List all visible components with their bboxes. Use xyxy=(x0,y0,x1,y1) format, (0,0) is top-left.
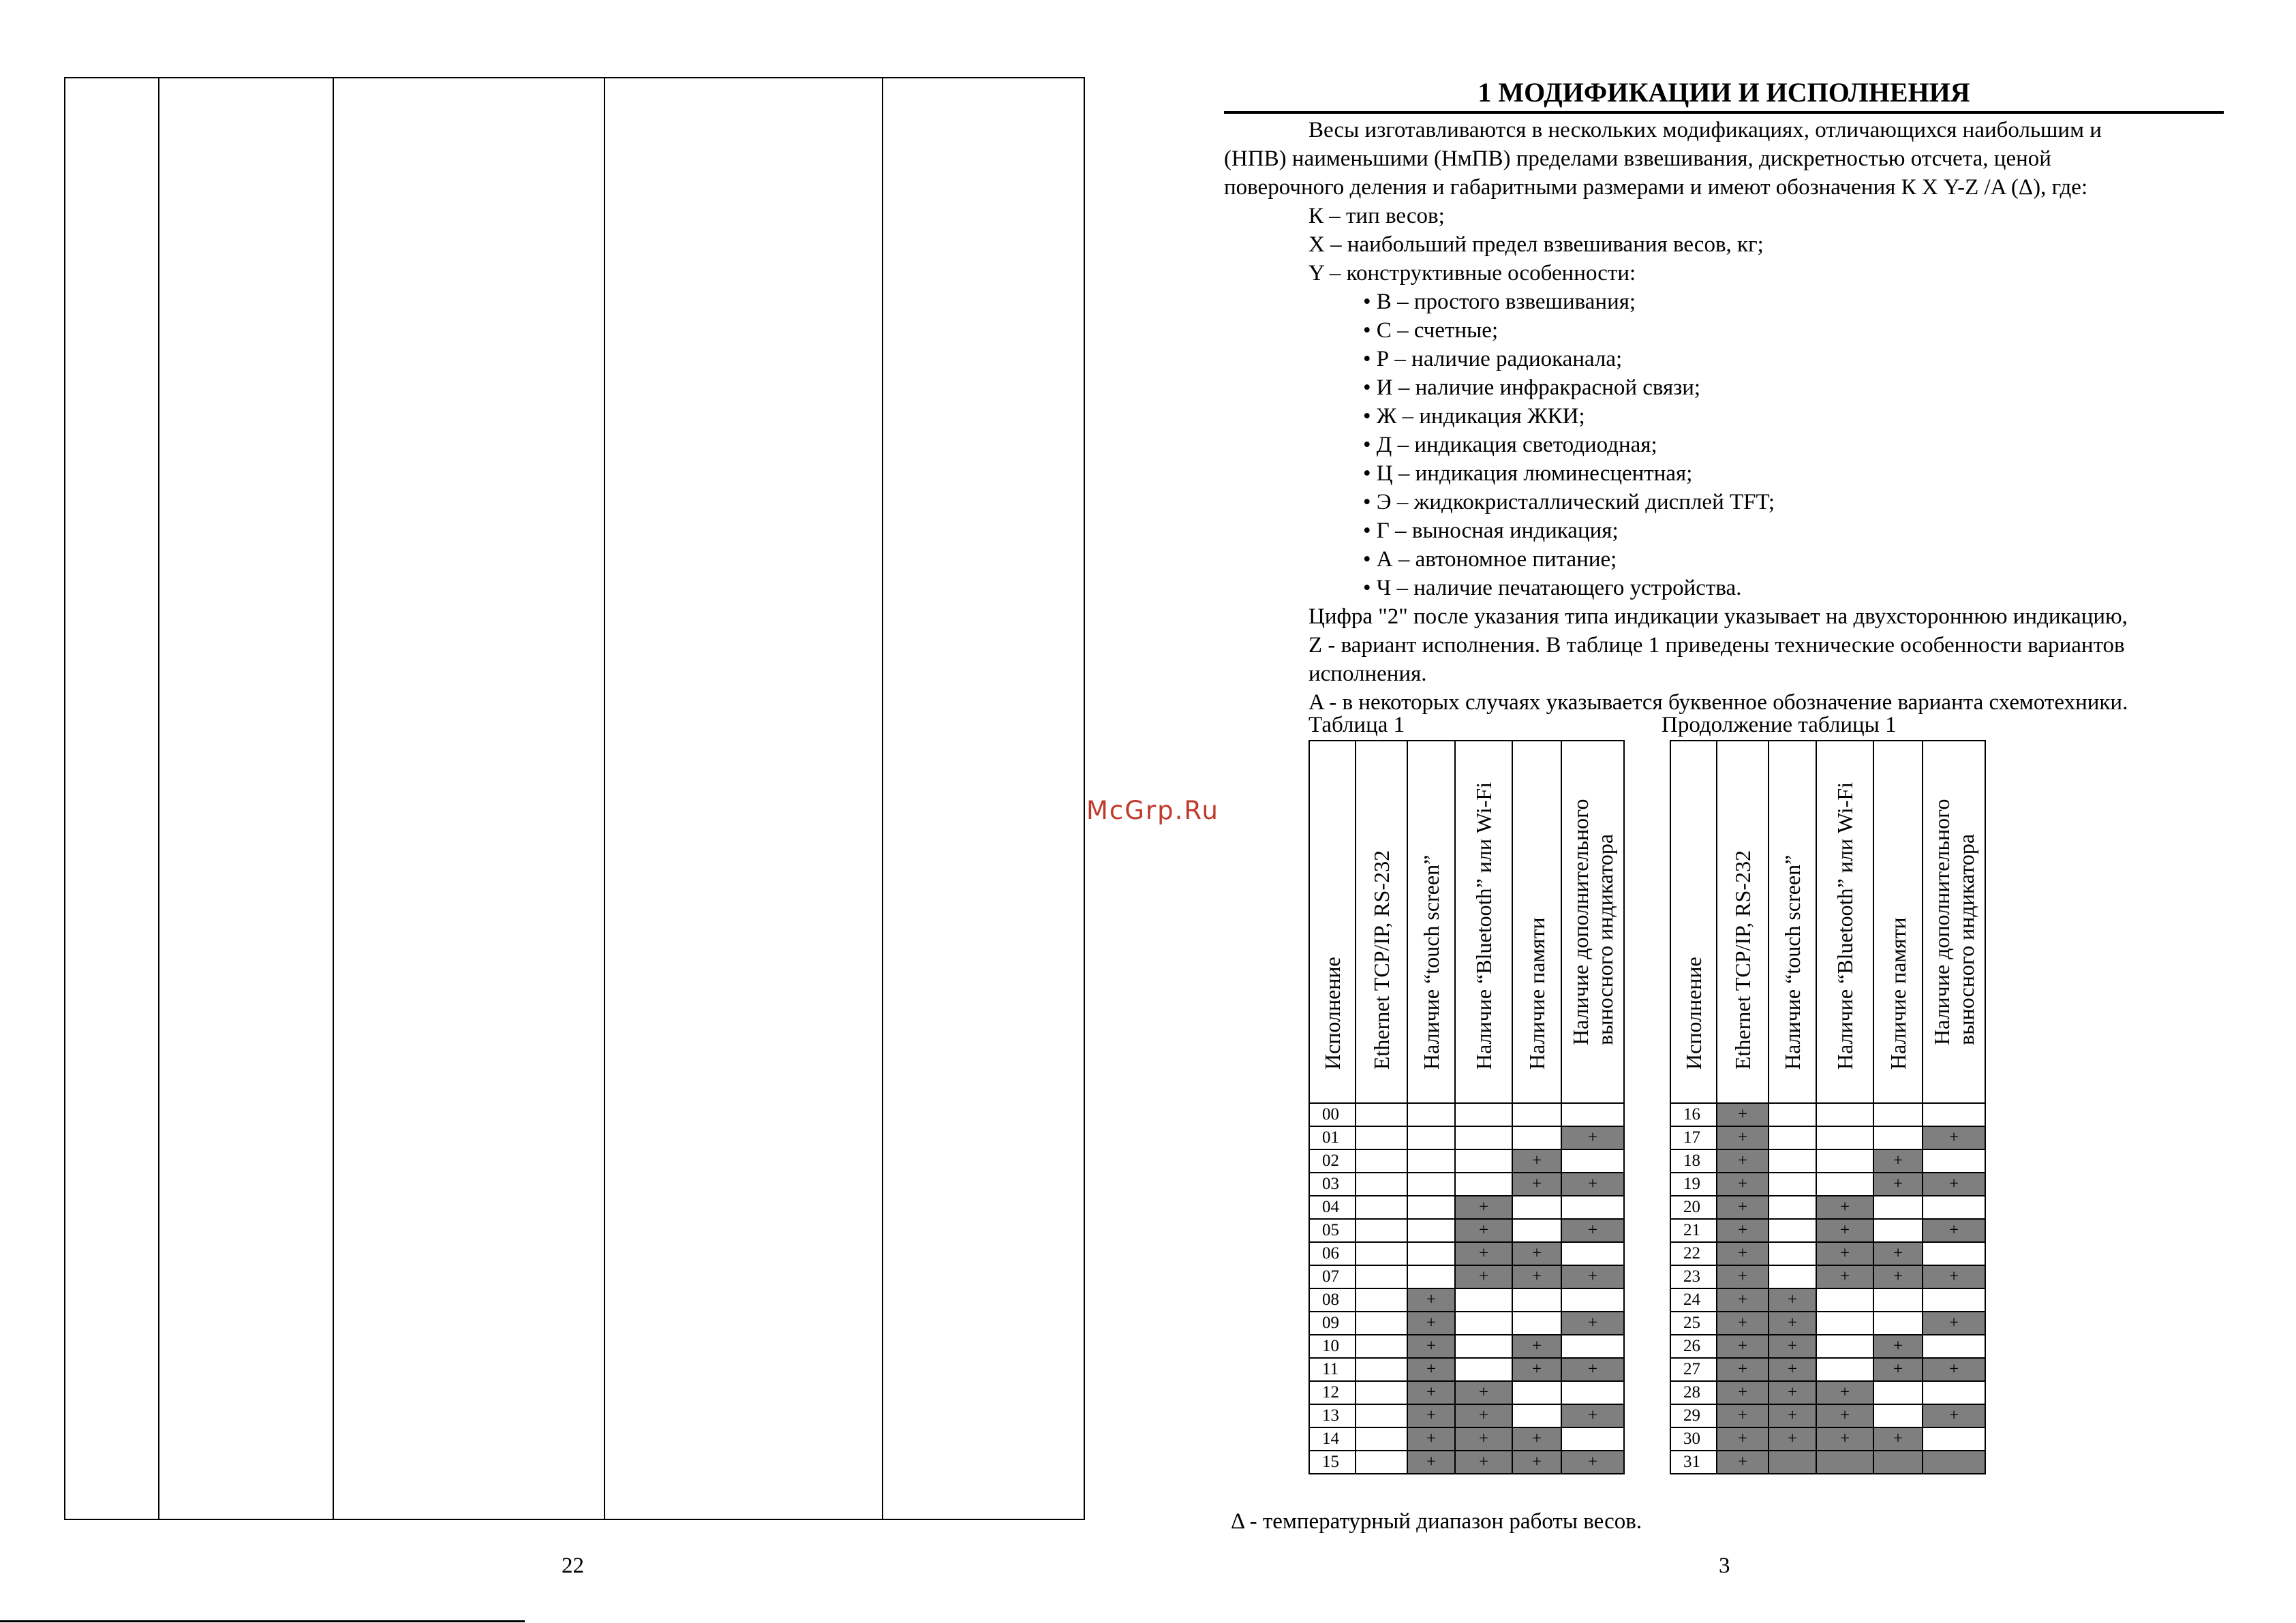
column-header xyxy=(1309,741,1356,1103)
empty-cell xyxy=(1512,1103,1561,1126)
feature-present-cell: + xyxy=(1873,1358,1923,1381)
empty-cell xyxy=(1873,1288,1923,1312)
empty-cell xyxy=(1455,1335,1512,1358)
table-column-divider xyxy=(158,78,159,1519)
feature-present-cell: + xyxy=(1717,1219,1769,1242)
bottom-rule xyxy=(0,1620,525,1622)
variant-number: 04 xyxy=(1309,1196,1356,1219)
table-row xyxy=(1670,1358,1985,1381)
empty-cell xyxy=(1512,1381,1561,1404)
column-header xyxy=(1561,741,1624,1103)
empty-cell xyxy=(1561,1103,1624,1126)
bullet-item: • И – наличие инфракрасной связи; xyxy=(1363,375,1701,400)
feature-present-cell: + xyxy=(1717,1196,1769,1219)
empty-cell xyxy=(1455,1288,1512,1312)
feature-present-cell: + xyxy=(1873,1173,1923,1196)
variant-number: 26 xyxy=(1670,1335,1717,1358)
feature-present-cell: + xyxy=(1717,1335,1769,1358)
feature-present-cell: + xyxy=(1717,1381,1769,1404)
table-column-divider xyxy=(882,78,883,1519)
feature-present-cell: + xyxy=(1561,1312,1624,1335)
column-header-label: Исполнение xyxy=(1320,957,1345,1070)
empty-cell xyxy=(1407,1196,1455,1219)
empty-cell xyxy=(1816,1288,1873,1312)
feature-present-cell: + xyxy=(1455,1451,1512,1474)
variant-number: 13 xyxy=(1309,1404,1356,1427)
title-underline xyxy=(1224,111,2224,114)
empty-cell xyxy=(1816,1149,1873,1173)
table-row xyxy=(1670,1173,1985,1196)
empty-cell xyxy=(1769,1219,1816,1242)
feature-present-cell: + xyxy=(1561,1219,1624,1242)
empty-cell xyxy=(1561,1242,1624,1265)
feature-present-cell: + xyxy=(1407,1404,1455,1427)
empty-cell xyxy=(1769,1196,1816,1219)
empty-cell xyxy=(1923,1427,1985,1451)
feature-present-cell: + xyxy=(1455,1381,1512,1404)
feature-present-cell: + xyxy=(1717,1149,1769,1173)
feature-present-cell: + xyxy=(1455,1265,1512,1288)
empty-cell xyxy=(1356,1196,1407,1219)
table-row xyxy=(1670,1219,1985,1242)
feature-present-cell: + xyxy=(1512,1149,1561,1173)
page-number-left: 22 xyxy=(562,1554,584,1578)
variant-number: 27 xyxy=(1670,1358,1717,1381)
intro-paragraph xyxy=(1224,116,2102,202)
empty-cell xyxy=(1407,1149,1455,1173)
variant-number: 09 xyxy=(1309,1312,1356,1335)
table-body xyxy=(1309,1103,1624,1474)
feature-present-cell: + xyxy=(1816,1219,1873,1242)
variant-number: 10 xyxy=(1309,1335,1356,1358)
bullet-item: • В – простого взвешивания; xyxy=(1363,290,1636,314)
feature-present-cell: + xyxy=(1769,1427,1816,1451)
empty-cell xyxy=(1873,1219,1923,1242)
empty-cell xyxy=(1816,1126,1873,1149)
empty-cell xyxy=(1512,1312,1561,1335)
table-row xyxy=(1670,1381,1985,1404)
variant-number: 00 xyxy=(1309,1103,1356,1126)
feature-present-cell: + xyxy=(1923,1404,1985,1427)
feature-present-cell: + xyxy=(1407,1427,1455,1451)
feature-present-cell: + xyxy=(1561,1126,1624,1149)
empty-cell xyxy=(1455,1126,1512,1149)
table-row xyxy=(1309,1196,1624,1219)
empty-cell xyxy=(1356,1404,1407,1427)
variant-number: 23 xyxy=(1670,1265,1717,1288)
variant-number: 29 xyxy=(1670,1404,1717,1427)
table-row xyxy=(1670,1126,1985,1149)
column-header-label: Наличие “Bluetooth” или Wi-Fi xyxy=(1471,782,1496,1070)
feature-present-cell: + xyxy=(1561,1451,1624,1474)
table-row xyxy=(1309,1103,1624,1126)
intro-line: (НПВ) наименьшими (НмПВ) пределами взвешивания, дискретностью отсчета, ценой xyxy=(1224,146,2051,171)
empty-cell xyxy=(1769,1149,1816,1173)
column-header xyxy=(1769,741,1816,1103)
variant-number: 31 xyxy=(1670,1451,1717,1474)
section-title: 1 МОДИФИКАЦИИ И ИСПОЛНЕНИЯ xyxy=(1478,77,1970,108)
variant-number: 01 xyxy=(1309,1126,1356,1149)
feature-present-cell: + xyxy=(1717,1451,1769,1474)
variant-number: 22 xyxy=(1670,1242,1717,1265)
feature-present-cell: + xyxy=(1717,1288,1769,1312)
feature-present-cell: + xyxy=(1816,1404,1873,1427)
table-header-row xyxy=(1670,741,1985,1103)
feature-present-cell: + xyxy=(1816,1242,1873,1265)
column-header-label: Наличие памяти xyxy=(1886,917,1910,1070)
column-header xyxy=(1407,741,1455,1103)
table-row xyxy=(1309,1427,1624,1451)
empty-cell xyxy=(1512,1219,1561,1242)
variant-number: 03 xyxy=(1309,1173,1356,1196)
table-row xyxy=(1670,1265,1985,1288)
feature-present-cell: + xyxy=(1512,1265,1561,1288)
table-row xyxy=(1309,1381,1624,1404)
column-header-label: Наличие дополнительного выносного индикатора xyxy=(1568,799,1617,1045)
variant-number: 14 xyxy=(1309,1427,1356,1451)
empty-cell xyxy=(1455,1173,1512,1196)
feature-present-cell: + xyxy=(1407,1381,1455,1404)
empty-cell xyxy=(1356,1451,1407,1474)
variant-number: 12 xyxy=(1309,1381,1356,1404)
after-line: Цифра "2" после указания типа индикации указывает на двухстороннюю индикацию, xyxy=(1308,604,2128,629)
empty-cell xyxy=(1356,1126,1407,1149)
table-row xyxy=(1309,1173,1624,1196)
table-row xyxy=(1309,1288,1624,1312)
variant-number: 07 xyxy=(1309,1265,1356,1288)
empty-cell xyxy=(1873,1196,1923,1219)
empty-cell xyxy=(1407,1242,1455,1265)
table-1-continued xyxy=(1670,740,1986,1474)
empty-cell xyxy=(1356,1381,1407,1404)
empty-cell xyxy=(1512,1288,1561,1312)
feature-present-cell: + xyxy=(1512,1427,1561,1451)
feature-present-cell: + xyxy=(1407,1451,1455,1474)
empty-cell xyxy=(1455,1103,1512,1126)
table-row xyxy=(1670,1103,1985,1126)
after-line: Z - вариант исполнения. В таблице 1 приведены технические особенности вариантов xyxy=(1308,633,2125,658)
bullet-item: • Ц – индикация люминесцентная; xyxy=(1363,461,1693,486)
variant-number: 16 xyxy=(1670,1103,1717,1126)
empty-cell xyxy=(1356,1219,1407,1242)
shaded-cell xyxy=(1816,1451,1873,1474)
empty-cell xyxy=(1561,1288,1624,1312)
variant-number: 17 xyxy=(1670,1126,1717,1149)
empty-cell xyxy=(1455,1312,1512,1335)
empty-cell xyxy=(1356,1149,1407,1173)
empty-cell xyxy=(1816,1173,1873,1196)
feature-present-cell: + xyxy=(1923,1126,1985,1149)
feature-present-cell: + xyxy=(1816,1196,1873,1219)
empty-cell xyxy=(1356,1103,1407,1126)
bullet-item: • Э – жидкокристаллический дисплей TFT; xyxy=(1363,490,1775,514)
empty-cell xyxy=(1356,1288,1407,1312)
feature-present-cell: + xyxy=(1717,1404,1769,1427)
table-column-divider xyxy=(333,78,334,1519)
feature-present-cell: + xyxy=(1717,1427,1769,1451)
feature-present-cell: + xyxy=(1873,1335,1923,1358)
empty-cell xyxy=(1407,1265,1455,1288)
table-column-divider xyxy=(604,78,605,1519)
empty-cell xyxy=(1923,1288,1985,1312)
column-header-label: Наличие “Bluetooth” или Wi-Fi xyxy=(1833,782,1857,1070)
empty-cell xyxy=(1561,1335,1624,1358)
empty-cell xyxy=(1356,1242,1407,1265)
bullet-item: • А – автономное питание; xyxy=(1363,547,1617,572)
variant-number: 18 xyxy=(1670,1149,1717,1173)
page-number-right: 3 xyxy=(1719,1554,1730,1578)
feature-present-cell: + xyxy=(1407,1358,1455,1381)
definition-item: К – тип весов; xyxy=(1308,204,1445,228)
empty-cell xyxy=(1561,1381,1624,1404)
feature-present-cell: + xyxy=(1561,1404,1624,1427)
empty-cell xyxy=(1769,1103,1816,1126)
column-header xyxy=(1923,741,1985,1103)
empty-cell xyxy=(1769,1242,1816,1265)
blank-table-left-page xyxy=(64,77,1085,1520)
variant-number: 21 xyxy=(1670,1219,1717,1242)
empty-cell xyxy=(1561,1196,1624,1219)
shaded-cell xyxy=(1923,1451,1985,1474)
table-row xyxy=(1670,1335,1985,1358)
empty-cell xyxy=(1561,1149,1624,1173)
empty-cell xyxy=(1873,1381,1923,1404)
column-header xyxy=(1455,741,1512,1103)
feature-present-cell: + xyxy=(1769,1288,1816,1312)
watermark: McGrp.Ru xyxy=(1086,796,1219,825)
empty-cell xyxy=(1923,1103,1985,1126)
empty-cell xyxy=(1769,1126,1816,1149)
feature-present-cell: + xyxy=(1816,1381,1873,1404)
column-header xyxy=(1816,741,1873,1103)
column-header xyxy=(1512,741,1561,1103)
empty-cell xyxy=(1923,1335,1985,1358)
feature-present-cell: + xyxy=(1923,1312,1985,1335)
empty-cell xyxy=(1407,1103,1455,1126)
definitions-list xyxy=(1308,202,1764,288)
empty-cell xyxy=(1873,1126,1923,1149)
table-body xyxy=(1670,1103,1985,1474)
variant-number: 24 xyxy=(1670,1288,1717,1312)
empty-cell xyxy=(1873,1312,1923,1335)
table-row xyxy=(1670,1427,1985,1451)
variant-number: 20 xyxy=(1670,1196,1717,1219)
column-header-label: Наличие “touch screen” xyxy=(1780,854,1805,1070)
after-line: A - в некоторых случаях указывается буквенное обозначение варианта схемотехники. xyxy=(1308,690,2128,715)
feature-present-cell: + xyxy=(1561,1358,1624,1381)
table-row xyxy=(1670,1149,1985,1173)
feature-present-cell: + xyxy=(1769,1381,1816,1404)
empty-cell xyxy=(1561,1427,1624,1451)
variant-number: 05 xyxy=(1309,1219,1356,1242)
feature-present-cell: + xyxy=(1455,1219,1512,1242)
bullet-item: • С – счетные; xyxy=(1363,318,1499,343)
feature-present-cell: + xyxy=(1717,1265,1769,1288)
empty-cell xyxy=(1923,1242,1985,1265)
bullet-item: • Ж – индикация ЖКИ; xyxy=(1363,404,1585,429)
feature-present-cell: + xyxy=(1717,1242,1769,1265)
bullet-item: • Ч – наличие печатающего устройства. xyxy=(1363,576,1742,600)
variant-number: 19 xyxy=(1670,1173,1717,1196)
feature-present-cell: + xyxy=(1873,1427,1923,1451)
shaded-cell xyxy=(1873,1451,1923,1474)
empty-cell xyxy=(1769,1173,1816,1196)
empty-cell xyxy=(1512,1196,1561,1219)
feature-present-cell: + xyxy=(1455,1427,1512,1451)
table2-caption: Продолжение таблицы 1 xyxy=(1662,713,1897,737)
feature-present-cell: + xyxy=(1407,1288,1455,1312)
intro-line: Весы изготавливаются в нескольких модификациях, отличающихся наибольшим и xyxy=(1308,118,2102,142)
feature-present-cell: + xyxy=(1769,1312,1816,1335)
feature-present-cell: + xyxy=(1923,1265,1985,1288)
feature-present-cell: + xyxy=(1923,1358,1985,1381)
empty-cell xyxy=(1816,1335,1873,1358)
table-row xyxy=(1309,1219,1624,1242)
feature-present-cell: + xyxy=(1561,1173,1624,1196)
empty-cell xyxy=(1455,1358,1512,1381)
feature-present-cell: + xyxy=(1512,1335,1561,1358)
feature-present-cell: + xyxy=(1923,1219,1985,1242)
empty-cell xyxy=(1512,1404,1561,1427)
variant-number: 08 xyxy=(1309,1288,1356,1312)
empty-cell xyxy=(1356,1173,1407,1196)
empty-cell xyxy=(1923,1381,1985,1404)
feature-present-cell: + xyxy=(1816,1265,1873,1288)
variant-number: 30 xyxy=(1670,1427,1717,1451)
shaded-cell xyxy=(1769,1451,1816,1474)
variant-number: 11 xyxy=(1309,1358,1356,1381)
table-row xyxy=(1309,1126,1624,1149)
feature-present-cell: + xyxy=(1769,1335,1816,1358)
variant-number: 28 xyxy=(1670,1381,1717,1404)
table-row xyxy=(1309,1149,1624,1173)
feature-present-cell: + xyxy=(1455,1404,1512,1427)
bullet-list xyxy=(1363,288,1775,602)
table-header-row xyxy=(1309,741,1624,1103)
column-header xyxy=(1873,741,1923,1103)
table1-caption: Таблица 1 xyxy=(1308,713,1405,737)
footnote: Δ - температурный диапазон работы весов. xyxy=(1231,1509,1642,1534)
bullet-item: • Д – индикация светодиодная; xyxy=(1363,433,1657,457)
table-row xyxy=(1670,1196,1985,1219)
feature-present-cell: + xyxy=(1455,1242,1512,1265)
feature-present-cell: + xyxy=(1455,1196,1512,1219)
intro-line: поверочного деления и габаритными размерами и имеют обозначения К Х Y-Z /A (Δ), где: xyxy=(1224,175,2088,200)
empty-cell xyxy=(1455,1149,1512,1173)
table-row xyxy=(1309,1265,1624,1288)
table-1 xyxy=(1308,740,1625,1474)
feature-present-cell: + xyxy=(1512,1451,1561,1474)
table-row xyxy=(1309,1242,1624,1265)
column-header xyxy=(1356,741,1407,1103)
feature-present-cell: + xyxy=(1873,1149,1923,1173)
feature-present-cell: + xyxy=(1512,1242,1561,1265)
table-row xyxy=(1670,1451,1985,1474)
column-header-label: Наличие памяти xyxy=(1525,917,1549,1070)
definition-item: Х – наибольший предел взвешивания весов, кг; xyxy=(1308,232,1764,257)
empty-cell xyxy=(1816,1312,1873,1335)
variant-number: 25 xyxy=(1670,1312,1717,1335)
empty-cell xyxy=(1923,1149,1985,1173)
table-row xyxy=(1309,1358,1624,1381)
empty-cell xyxy=(1512,1126,1561,1149)
feature-present-cell: + xyxy=(1717,1103,1769,1126)
empty-cell xyxy=(1407,1173,1455,1196)
bullet-item: • Р – наличие радиоканала; xyxy=(1363,347,1623,371)
feature-present-cell: + xyxy=(1407,1312,1455,1335)
column-header xyxy=(1717,741,1769,1103)
feature-present-cell: + xyxy=(1717,1173,1769,1196)
variant-number: 15 xyxy=(1309,1451,1356,1474)
feature-present-cell: + xyxy=(1923,1173,1985,1196)
table-row xyxy=(1309,1451,1624,1474)
feature-present-cell: + xyxy=(1717,1312,1769,1335)
feature-present-cell: + xyxy=(1769,1358,1816,1381)
feature-present-cell: + xyxy=(1407,1335,1455,1358)
empty-cell xyxy=(1816,1103,1873,1126)
feature-present-cell: + xyxy=(1816,1427,1873,1451)
empty-cell xyxy=(1407,1126,1455,1149)
feature-present-cell: + xyxy=(1717,1126,1769,1149)
feature-present-cell: + xyxy=(1717,1358,1769,1381)
empty-cell xyxy=(1873,1103,1923,1126)
feature-present-cell: + xyxy=(1769,1404,1816,1427)
column-header xyxy=(1670,741,1717,1103)
empty-cell xyxy=(1407,1219,1455,1242)
feature-present-cell: + xyxy=(1873,1265,1923,1288)
table-row xyxy=(1670,1312,1985,1335)
table-row xyxy=(1309,1312,1624,1335)
variant-number: 06 xyxy=(1309,1242,1356,1265)
table-row xyxy=(1309,1404,1624,1427)
column-header-label: Наличие дополнительного выносного индикатора xyxy=(1929,799,1978,1045)
table-row xyxy=(1670,1242,1985,1265)
column-header-label: Исполнение xyxy=(1681,957,1706,1070)
after-paragraph xyxy=(1308,602,2128,717)
empty-cell xyxy=(1769,1265,1816,1288)
empty-cell xyxy=(1923,1196,1985,1219)
column-header-label: Наличие “touch screen” xyxy=(1419,854,1443,1070)
variant-number: 02 xyxy=(1309,1149,1356,1173)
empty-cell xyxy=(1356,1265,1407,1288)
column-header-label: Ethernet TCP/IP, RS-232 xyxy=(1730,850,1755,1070)
definition-item: Y – конструктивные особенности: xyxy=(1308,261,1636,285)
empty-cell xyxy=(1356,1312,1407,1335)
empty-cell xyxy=(1873,1404,1923,1427)
after-line: исполнения. xyxy=(1308,662,1427,686)
column-header-label: Ethernet TCP/IP, RS-232 xyxy=(1369,850,1394,1070)
empty-cell xyxy=(1816,1358,1873,1381)
table-row xyxy=(1309,1335,1624,1358)
feature-present-cell: + xyxy=(1561,1265,1624,1288)
empty-cell xyxy=(1356,1427,1407,1451)
feature-present-cell: + xyxy=(1512,1358,1561,1381)
feature-present-cell: + xyxy=(1873,1242,1923,1265)
empty-cell xyxy=(1356,1358,1407,1381)
feature-present-cell: + xyxy=(1512,1173,1561,1196)
bullet-item: • Г – выносная индикация; xyxy=(1363,519,1619,543)
table-row xyxy=(1670,1288,1985,1312)
table-row xyxy=(1670,1404,1985,1427)
empty-cell xyxy=(1356,1335,1407,1358)
